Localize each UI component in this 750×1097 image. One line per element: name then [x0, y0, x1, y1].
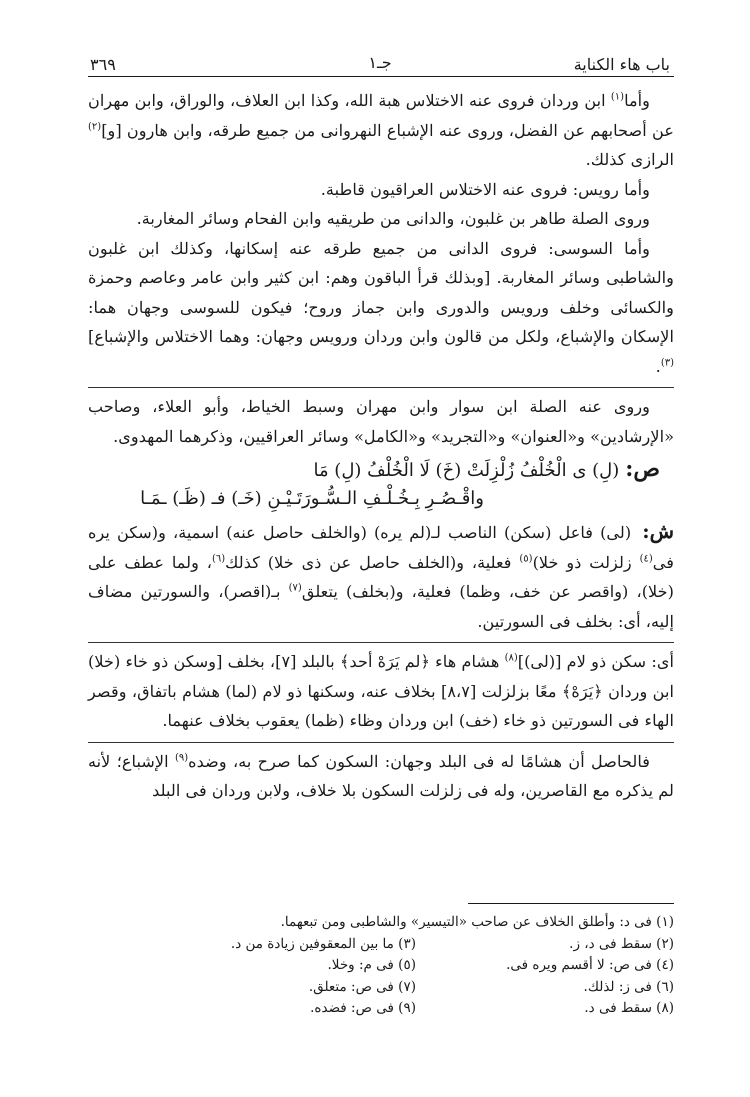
footnote-2: (٢) سقط فى د، ز.: [569, 935, 674, 952]
footnote-8: (٨) سقط فى د.: [584, 1000, 674, 1016]
text-run: هشام هاء ﴿لم يَرَهْ أحد﴾ بالبلد [٧]، بخلف [وسكن ذو خاء (خلا) ابن وردان ﴿يَرَهْ﴾ معًا بزلزلت [٨،٧] بخلاف عنه، وسكنها ذو لام (لما) هشام باتفاق، وقصر الهاء فى السورتين ذو خاء (خف) ابن وردان وظاء (ظما) يعقوب بخلاف عنهما.: [88, 652, 674, 730]
paragraph-5: وروى عنه الصلة ابن سوار وابن مهران وسبط الخياط، وأبو العلاء، وصاحب «الإرشادين» و«العنوان» و«التجريد» و«الكامل» وسائر العراقيين، وذكرهما المهدوى.: [88, 397, 674, 446]
volume-label: جـ١: [368, 53, 392, 72]
chapter-title: باب هاء الكناية: [573, 55, 670, 74]
text-run: فعلية، و(الخلف حاصل عن ذى خلا) كذلك: [225, 552, 520, 572]
text-run: الرازى كذلك.: [585, 150, 674, 169]
text-run: وأما السوسى: فروى الدانى من جميع طرقه عنه إسكانها، وكذلك ابن غلبون والشاطبى وسائر المغاربة. [وبذلك قرأ الباقون وهم: ابن كثير وابن عامر وعاصم وحمزة والكسائى وخلف ورويس والدورى وابن جماز وروح؛ فيكون للسوسى وجهان هما: الإسكان والإشباع، ولكل من قالون وابن وردان ورويس وجهان: وهما الاختلاس والإشباع]: [88, 238, 674, 346]
footnote-5: (٥) فى م: وخلا.: [327, 957, 416, 973]
footnote-ref: (٥): [519, 553, 533, 565]
section-divider: [88, 742, 674, 743]
footnote-ref: (٧): [288, 582, 302, 594]
footnote-3: (٣) ما بين المعقوفين زيادة من د.: [230, 935, 416, 952]
page-number: ٣٦٩: [90, 55, 116, 74]
text-run: بـ(اقصر)، والسورتين مضاف إليه، أى: بخلف فى السورتين.: [88, 582, 674, 631]
section-divider: [88, 387, 674, 388]
footnote-9: (٩) فى ص: فضده.: [310, 1000, 416, 1016]
verse-block: [88, 451, 674, 517]
footnote-row: [200, 977, 674, 999]
footnote-row: [200, 955, 674, 977]
paragraph-8: [88, 747, 674, 806]
verse-line-1: [313, 455, 660, 486]
footnote-ref: (٩): [174, 752, 189, 764]
text-run: أى: سكن ذو لام [(لى)]: [517, 652, 674, 671]
paragraph-3: وروى الصلة طاهر بن غلبون، والدانى من طريقيه وابن الفحام وسائر المغاربة.: [136, 209, 650, 228]
verse-label: ص:: [625, 456, 660, 482]
main-text: [88, 86, 674, 806]
footnotes: [200, 912, 674, 1020]
text-run: الإشباع؛ لأنه لم يذكره مع القاصرين، وله فى زلزلت السكون بلا خلاف، ولابن وردان فى البلد: [88, 751, 674, 800]
footnote-row: [200, 912, 674, 934]
text-run: .: [655, 356, 661, 376]
paragraph-7: [88, 647, 674, 736]
text-run: ، ولما عطف على (خلا)، (واقصر عن خف، وظما) فعلية، و(بخلف) يتعلق: [88, 552, 674, 601]
text-run: فالحاصل أن هشامًا له فى البلد وجهان: السكون كما صرح به، وضده: [188, 751, 651, 771]
footnote-ref: (٤): [639, 553, 653, 565]
footnote-1: (١) فى د: وأطلق الخلاف عن صاحب «التيسير» والشاطبى ومن تبعهما.: [280, 914, 674, 930]
commentary-paragraph: [88, 517, 674, 636]
verse-text: (لِ) ى الْخُلْفُ زُلْزِلَتْ (خَ) لَا الْخُلْفُ (لِ) مَا: [313, 460, 620, 481]
footnote-row: [200, 998, 674, 1020]
footnote-ref: (١): [610, 91, 625, 103]
text-run: (لى) فاعل (سكن) الناصب لـ(لم يره) (والخلف حاصل عنه) اسمية، و(سكن يره فى: [88, 523, 674, 572]
footnote-7: (٧) فى ص: متعلق.: [308, 978, 416, 995]
section-divider: [88, 642, 674, 643]
paragraph-2: وأما رويس: فروى عنه الاختلاس العراقيون قاطبة.: [320, 179, 650, 199]
footnote-ref: (٦): [211, 553, 226, 565]
footnote-ref: (٨): [504, 652, 518, 664]
commentary-label: ش:: [642, 519, 674, 543]
verse-line-2: واقْـصُـرِ بِـخُـلْـفِ الـسُّـورَتَـيْـنِ (خَـ) فـ (ظَـ) ـمَـا: [140, 488, 484, 509]
footnote-4: (٤) فى ص: لا أقسم ويره فى.: [506, 957, 674, 973]
paragraph-1: [88, 86, 674, 175]
footnote-ref: (٢): [88, 121, 102, 133]
text-run: زلزلت ذو خلا): [532, 552, 640, 572]
footnote-6: (٦) فى ز: لذلك.: [583, 978, 674, 995]
paragraph-4: [88, 234, 674, 382]
footnote-ref: (٣): [660, 357, 674, 369]
footnote-rule: [468, 903, 674, 904]
text-run: ابن وردان فروى عنه الاختلاس هبة الله، وكذا ابن العلاف، والوراق، وابن مهران عن أصحابهم عن الفضل، وروى عنه الإشباع النهروانى من جميع طرقه، وابن هارون [و]: [88, 91, 674, 140]
text-run: وأما: [624, 91, 650, 110]
header-rule: [88, 76, 674, 77]
footnote-row: [200, 934, 674, 956]
page-header: [90, 40, 670, 74]
